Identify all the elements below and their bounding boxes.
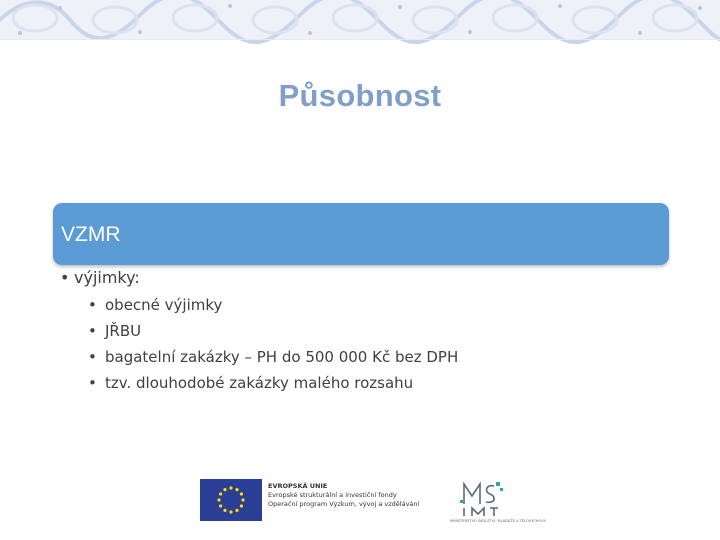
bullet-text: JŘBU [105, 322, 142, 340]
msmt-logo [450, 478, 546, 524]
funding-footer [200, 476, 546, 524]
bullet-dot: • [88, 322, 97, 340]
bullet-text: bagatelní zakázky – PH do 500 000 Kč bez DPH [105, 348, 459, 366]
bullet-dot: • [88, 348, 97, 366]
bullet-text: výjimky: [74, 268, 140, 287]
bullet-level1 [60, 268, 140, 287]
bullet-level2 [88, 322, 141, 340]
slide-title [0, 78, 720, 114]
bullet-text: obecné výjimky [105, 296, 223, 314]
eu-line: Operační program Výzkum, vývoj a vzdělávání [268, 500, 420, 508]
eu-line: Evropské strukturální a investiční fondy [268, 491, 397, 499]
bullet-level2 [88, 348, 458, 366]
slide-title-text: Působnost [278, 78, 442, 113]
bullet-dot: • [88, 296, 97, 314]
bullet-level2 [88, 374, 413, 392]
bullet-dot: • [88, 374, 97, 392]
eu-flag-logo [200, 479, 262, 521]
section-header-box [53, 203, 669, 265]
bullet-text: tzv. dlouhodobé zakázky malého rozsahu [105, 374, 414, 392]
section-label: VZMR [61, 223, 121, 246]
msmt-caption: MINISTERSTVO ŠKOLSTVÍ, MLÁDEŽE A TĚLOVÝCHOVY [450, 519, 546, 523]
eu-line: EVROPSKÁ UNIE [268, 482, 328, 490]
bullet-level2 [88, 296, 222, 314]
eu-funding-text [268, 482, 419, 509]
decorative-header-pattern [0, 0, 720, 40]
bullet-dot: • [60, 268, 70, 287]
